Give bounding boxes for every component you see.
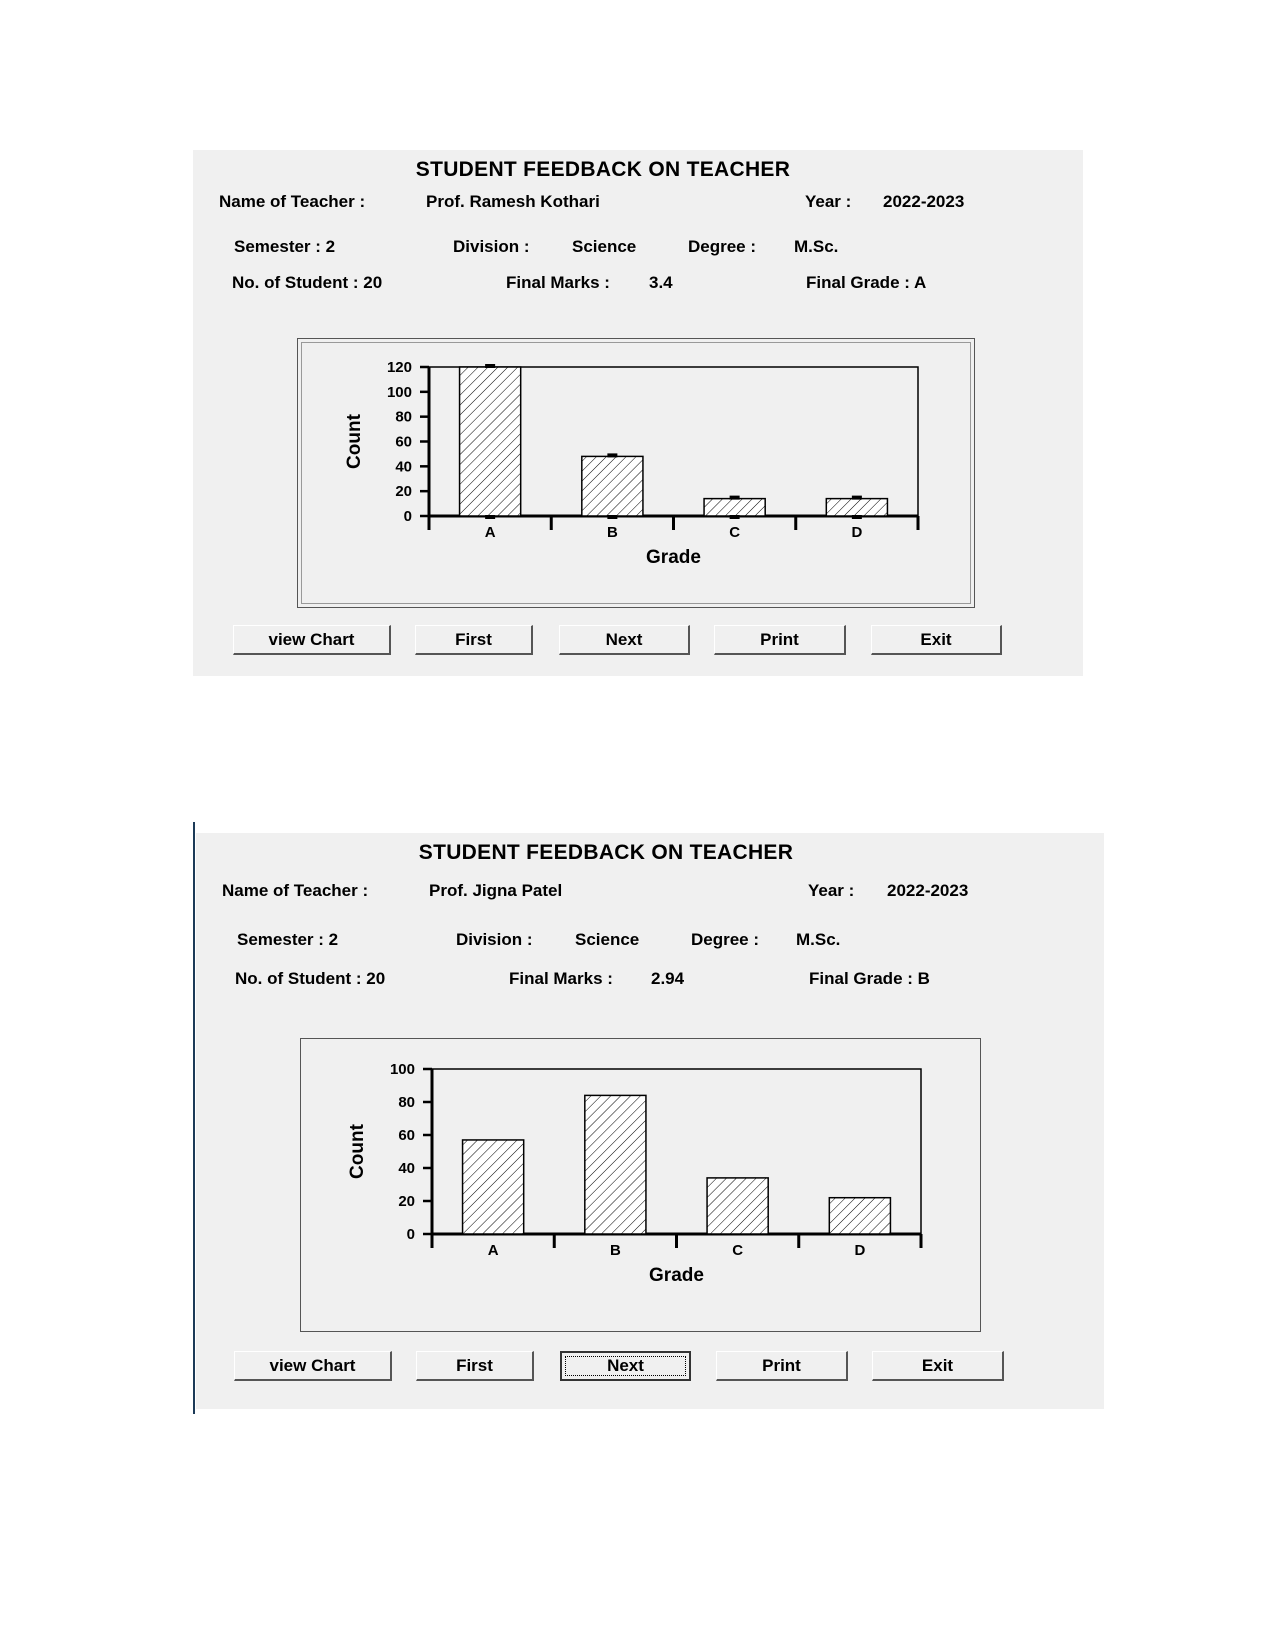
left-border-line (193, 822, 195, 1414)
teacher-name: Prof. Jigna Patel (429, 881, 563, 900)
y-tick-label: 60 (395, 433, 412, 451)
final-marks-value: 3.4 (649, 273, 673, 292)
degree-value: M.Sc. (796, 930, 841, 949)
x-tick-label: D (851, 524, 863, 541)
chart-frame (300, 1038, 981, 1332)
bar-D (826, 499, 887, 516)
y-axis-title: Count (344, 414, 365, 469)
y-tick-label: 100 (386, 383, 412, 401)
y-tick-label: 80 (398, 1094, 415, 1111)
year-value: 2022-2023 (883, 192, 965, 211)
bar-B (582, 456, 643, 516)
bar-D (829, 1198, 890, 1234)
teacher-label: Name of Teacher : (222, 881, 369, 900)
final-marks-label: Final Marks : (506, 273, 610, 292)
student-count: No. of Student : 20 (235, 969, 386, 988)
y-tick-label: 60 (398, 1127, 415, 1144)
x-axis-title: Grade (649, 1265, 704, 1286)
next-button[interactable]: Next (560, 1351, 691, 1381)
x-tick-label: B (606, 524, 618, 541)
semester: Semester : 2 (234, 237, 336, 256)
y-axis-title: Count (347, 1124, 368, 1179)
final-grade: Final Grade : A (806, 273, 927, 292)
y-tick-label: 40 (395, 458, 412, 476)
bar-C (707, 1178, 768, 1234)
semester: Semester : 2 (237, 930, 339, 949)
division-label: Division : (456, 930, 533, 949)
view-chart-button[interactable]: view Chart (233, 625, 391, 655)
year-label: Year : (805, 192, 852, 211)
y-tick-label: 100 (389, 1061, 415, 1078)
degree-value: M.Sc. (794, 237, 839, 256)
view-chart-button[interactable]: view Chart (234, 1351, 392, 1381)
final-marks-value: 2.94 (651, 969, 685, 988)
x-tick-label: C (729, 524, 741, 541)
y-tick-label: 120 (386, 359, 412, 376)
y-tick-label: 80 (395, 408, 412, 426)
x-tick-label: A (484, 524, 496, 541)
feedback-panel-1 (193, 150, 1083, 676)
bar-B (585, 1095, 646, 1234)
y-tick-label: 20 (395, 483, 412, 501)
bar-A (463, 1140, 524, 1234)
grade-bar-chart (301, 1039, 982, 1333)
bar-C (704, 499, 765, 516)
bar-A (460, 367, 521, 516)
teacher-name: Prof. Ramesh Kothari (426, 192, 600, 211)
panel-title: STUDENT FEEDBACK ON TEACHER (415, 158, 791, 181)
x-tick-label: A (487, 1242, 499, 1259)
print-button[interactable]: Print (714, 625, 846, 655)
x-tick-label: B (609, 1242, 621, 1259)
y-tick-label: 20 (398, 1193, 415, 1210)
division-value: Science (572, 237, 637, 256)
division-label: Division : (453, 237, 530, 256)
year-label: Year : (808, 881, 855, 900)
chart-frame (297, 338, 975, 608)
teacher-label: Name of Teacher : (219, 192, 366, 211)
x-tick-label: C (732, 1242, 744, 1259)
degree-label: Degree : (688, 237, 757, 256)
student-count: No. of Student : 20 (232, 273, 383, 292)
print-button[interactable]: Print (716, 1351, 848, 1381)
final-grade: Final Grade : B (809, 969, 930, 988)
y-tick-label: 40 (398, 1160, 415, 1177)
division-value: Science (575, 930, 640, 949)
y-tick-label: 0 (403, 508, 412, 525)
exit-button[interactable]: Exit (871, 625, 1002, 655)
panel-title: STUDENT FEEDBACK ON TEACHER (418, 841, 794, 864)
final-marks-label: Final Marks : (509, 969, 613, 988)
exit-button[interactable]: Exit (872, 1351, 1004, 1381)
x-axis-title: Grade (646, 547, 701, 568)
feedback-panel-2 (196, 833, 1104, 1409)
year-value: 2022-2023 (887, 881, 969, 900)
x-tick-label: D (854, 1242, 866, 1259)
next-button[interactable]: Next (559, 625, 690, 655)
first-button[interactable]: First (416, 1351, 534, 1381)
first-button[interactable]: First (415, 625, 533, 655)
y-tick-label: 0 (406, 1226, 415, 1243)
degree-label: Degree : (691, 930, 760, 949)
grade-bar-chart (298, 339, 976, 609)
